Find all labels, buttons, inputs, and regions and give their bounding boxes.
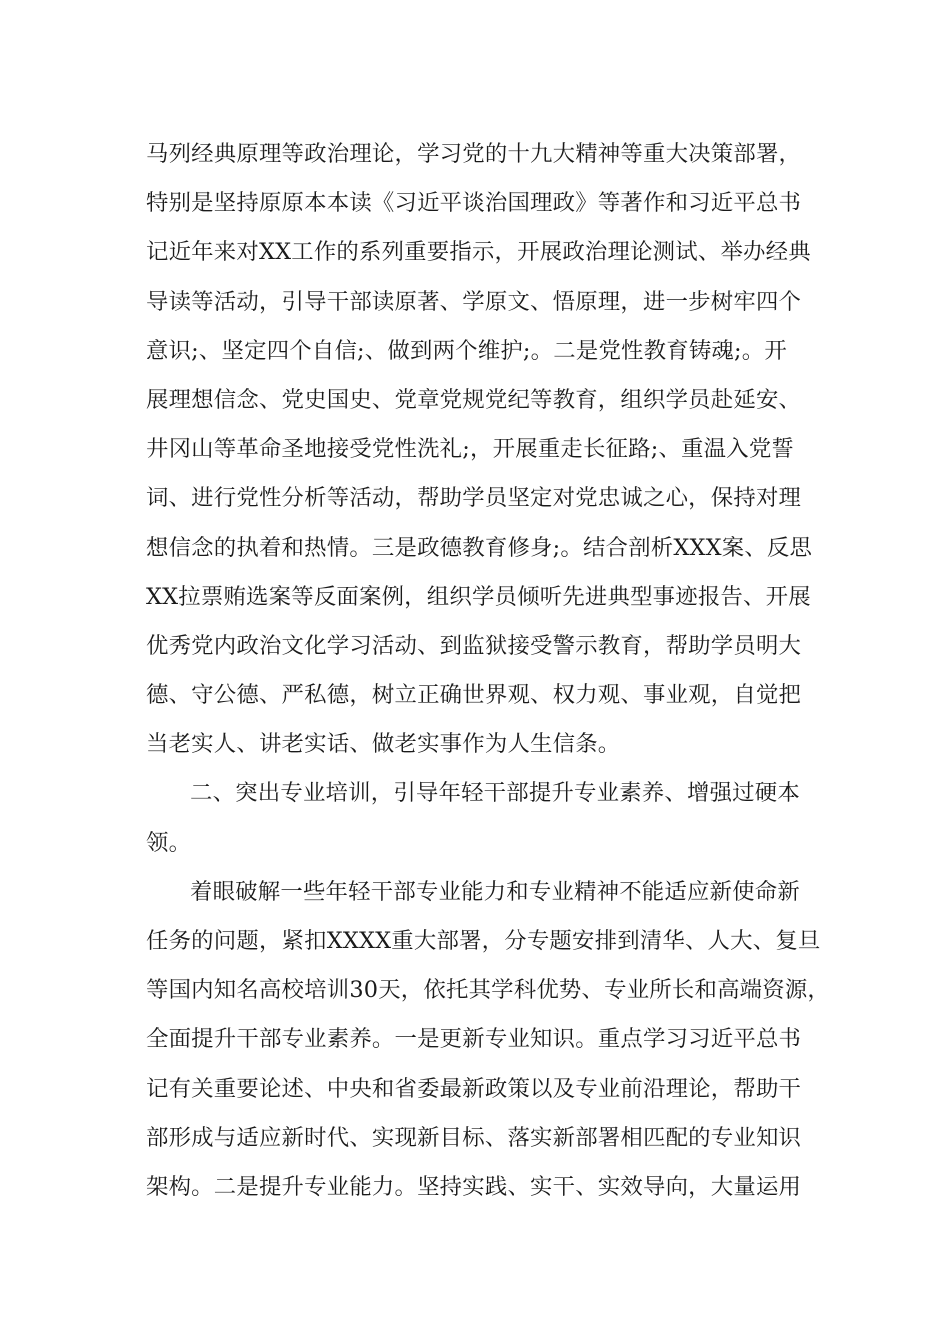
text-line: 特别是坚持原原本本读《习近平谈治国理政》等著作和习近平总书 <box>146 190 802 217</box>
text-line: 领。 <box>146 829 192 856</box>
text-line: 二、突出专业培训，引导年轻干部提升专业素养、增强过硬本 <box>190 780 800 807</box>
text-line: 架构。二是提升专业能力。坚持实践、实干、实效导向，大量运用 <box>146 1173 802 1200</box>
text-line: 优秀党内政治文化学习活动、到监狱接受警示教育，帮助学员明大 <box>146 632 802 659</box>
text-line: 德、守公德、严私德，树立正确世界观、权力观、事业观，自觉把 <box>146 682 802 709</box>
text-line: 全面提升干部专业素养。一是更新专业知识。重点学习习近平总书 <box>146 1026 802 1053</box>
text-line: 当老实人、讲老实话、做老实事作为人生信条。 <box>146 731 621 758</box>
text-line: 意识;、坚定四个自信;、做到两个维护;。二是党性教育铸魂;。开 <box>146 337 787 364</box>
text-line: 等国内知名高校培训30天，依托其学科优势、专业所长和高端资源， <box>146 977 831 1004</box>
text-line: 马列经典原理等政治理论，学习党的十九大精神等重大决策部署， <box>146 141 802 167</box>
text-line: 记近年来对XX工作的系列重要指示，开展政治理论测试、举办经典 <box>146 239 811 266</box>
text-line: XX拉票贿选案等反面案例，组织学员倾听先进典型事迹报告、开展 <box>146 583 811 610</box>
text-line: 词、进行党性分析等活动，帮助学员坚定对党忠诚之心，保持对理 <box>146 485 802 512</box>
text-line: 导读等活动，引导干部读原著、学原文、悟原理，进一步树牢四个 <box>146 288 802 315</box>
text-line: 任务的问题，紧扣XXXX重大部署，分专题安排到清华、人大、复旦 <box>146 928 821 954</box>
text-line: 井冈山等革命圣地接受党性洗礼;，开展重走长征路;、重温入党誓 <box>146 436 795 463</box>
text-line: 着眼破解一些年轻干部专业能力和专业精神不能适应新使命新 <box>190 878 800 905</box>
text-line: 记有关重要论述、中央和省委最新政策以及专业前沿理论，帮助干 <box>146 1075 802 1102</box>
text-line: 想信念的执着和热情。三是政德教育修身;。结合剖析XXX案、反思 <box>146 534 813 561</box>
text-line: 部形成与适应新时代、实现新目标、落实新部署相匹配的专业知识 <box>146 1124 802 1151</box>
document-body-text <box>146 130 831 1212</box>
text-line: 展理想信念、党史国史、党章党规党纪等教育，组织学员赴延安、 <box>146 386 802 413</box>
